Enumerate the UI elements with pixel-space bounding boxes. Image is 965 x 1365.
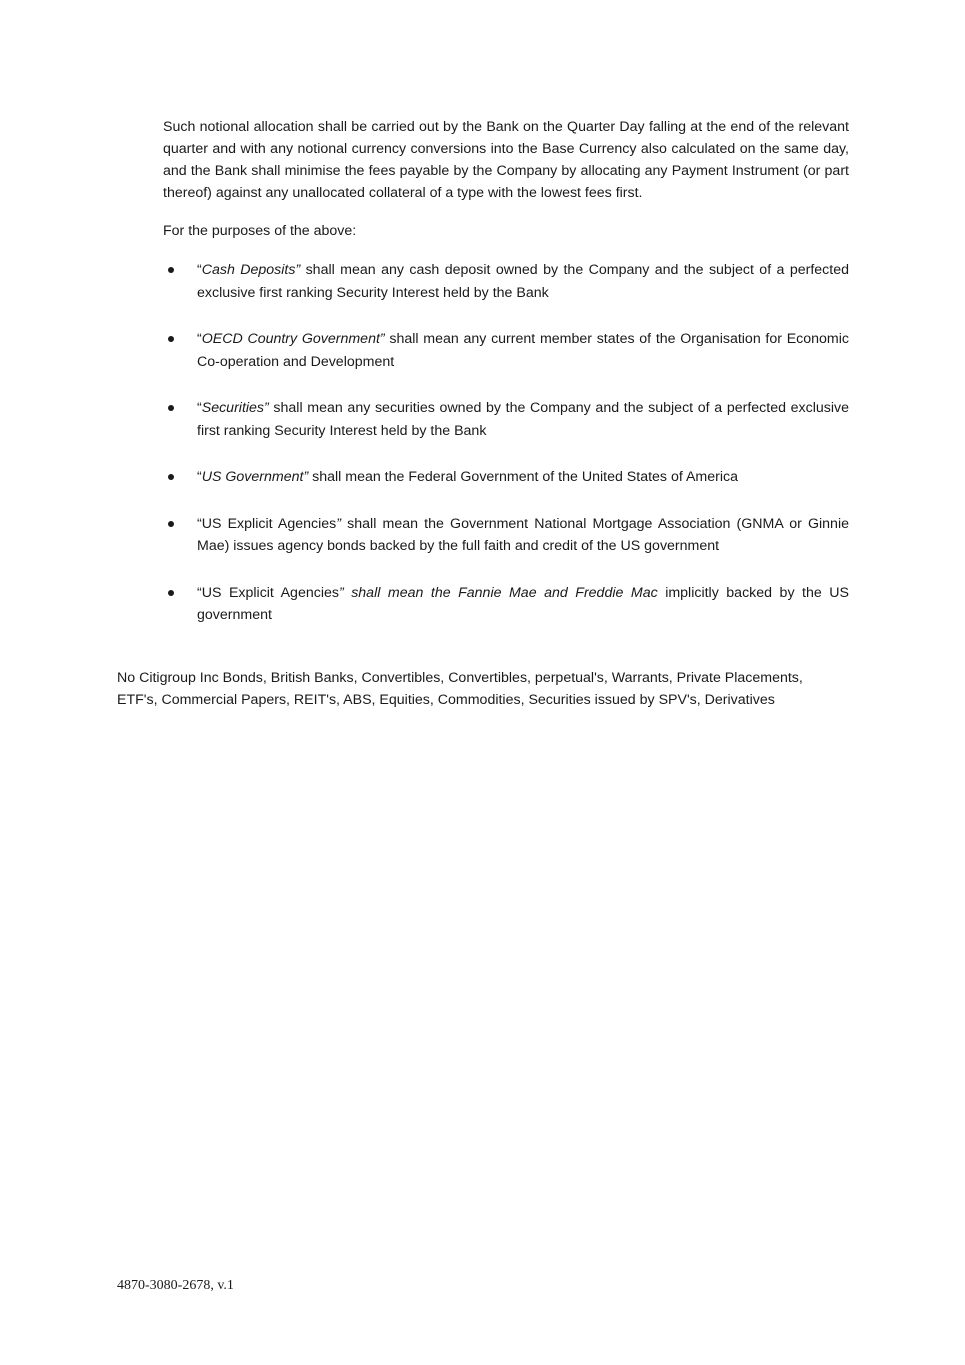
definition-open-quote: “ — [197, 331, 202, 347]
exclusions-paragraph: No Citigroup Inc Bonds, British Banks, Convertibles, Convertibles, perpetual's, Warrants, Private Placements, ETF's, Commercial Papers, REIT's, ABS, Equities, Commodities, Securities issued by SPV's, Derivatives — [117, 670, 803, 708]
definition-body: shall mean the Federal Government of the United States of America — [308, 469, 738, 485]
definition-body: shall mean the Government National Mortgage Association (GNMA or Ginnie Mae) issues agency bonds backed by the full faith and credit of the US government — [197, 515, 849, 554]
definition-term: ” — [336, 515, 342, 532]
definitions-list — [163, 259, 849, 651]
definition-term: OECD Country Government” — [201, 331, 385, 347]
definition-term: Securities” — [201, 400, 269, 416]
definition-open-quote: “US Explicit Agencies — [197, 515, 337, 532]
definition-body: shall mean any current member states of the Organisation for Economic Co-operation and Development — [197, 331, 849, 370]
definition-text — [197, 466, 849, 489]
definition-open-quote: “ — [197, 400, 202, 416]
definition-body: implicitly backed by the US government — [197, 584, 849, 623]
definition-securities — [163, 397, 849, 442]
definition-body: shall mean any securities owned by the Company and the subject of a perfected exclusive first ranking Security Interest held by the Bank — [197, 400, 849, 439]
definition-open-quote: “US Explicit Agencies — [197, 584, 339, 601]
definition-us-government — [163, 466, 849, 489]
definition-text — [197, 259, 849, 304]
definition-cash-deposits — [163, 259, 849, 304]
definition-term: US Government” — [201, 469, 309, 485]
definition-term: ” shall mean the Fannie Mae and Freddie Mac — [338, 584, 658, 601]
allocation-paragraph: Such notional allocation shall be carried out by the Bank on the Quarter Day falling at the end of the relevant quarter and with any notional currency conversions into the Base Currency also calculated on the same day, and the Bank shall minimise the fees payable by the Company by allocating any Payment Instrument (or part thereof) against any unallocated collateral of a type with the lowest fees first. — [163, 119, 849, 201]
definition-text — [197, 328, 849, 373]
definition-text — [197, 397, 849, 442]
definition-text — [197, 513, 849, 558]
definition-term: Cash Deposits” — [201, 262, 301, 278]
purposes-intro: For the purposes of the above: — [163, 223, 357, 239]
definition-body: shall mean any cash deposit owned by the Company and the subject of a perfected exclusive first ranking Security Interest held by the Bank — [197, 262, 849, 301]
definition-open-quote: “ — [197, 262, 202, 278]
definition-us-explicit-agencies-fannie-freddie — [163, 582, 849, 627]
document-reference: 4870-3080-2678, v.1 — [117, 1278, 234, 1293]
definition-us-explicit-agencies-gnma — [163, 513, 849, 558]
definition-oecd-country-government — [163, 328, 849, 373]
definition-text — [197, 582, 849, 627]
definition-open-quote: “ — [197, 469, 202, 485]
